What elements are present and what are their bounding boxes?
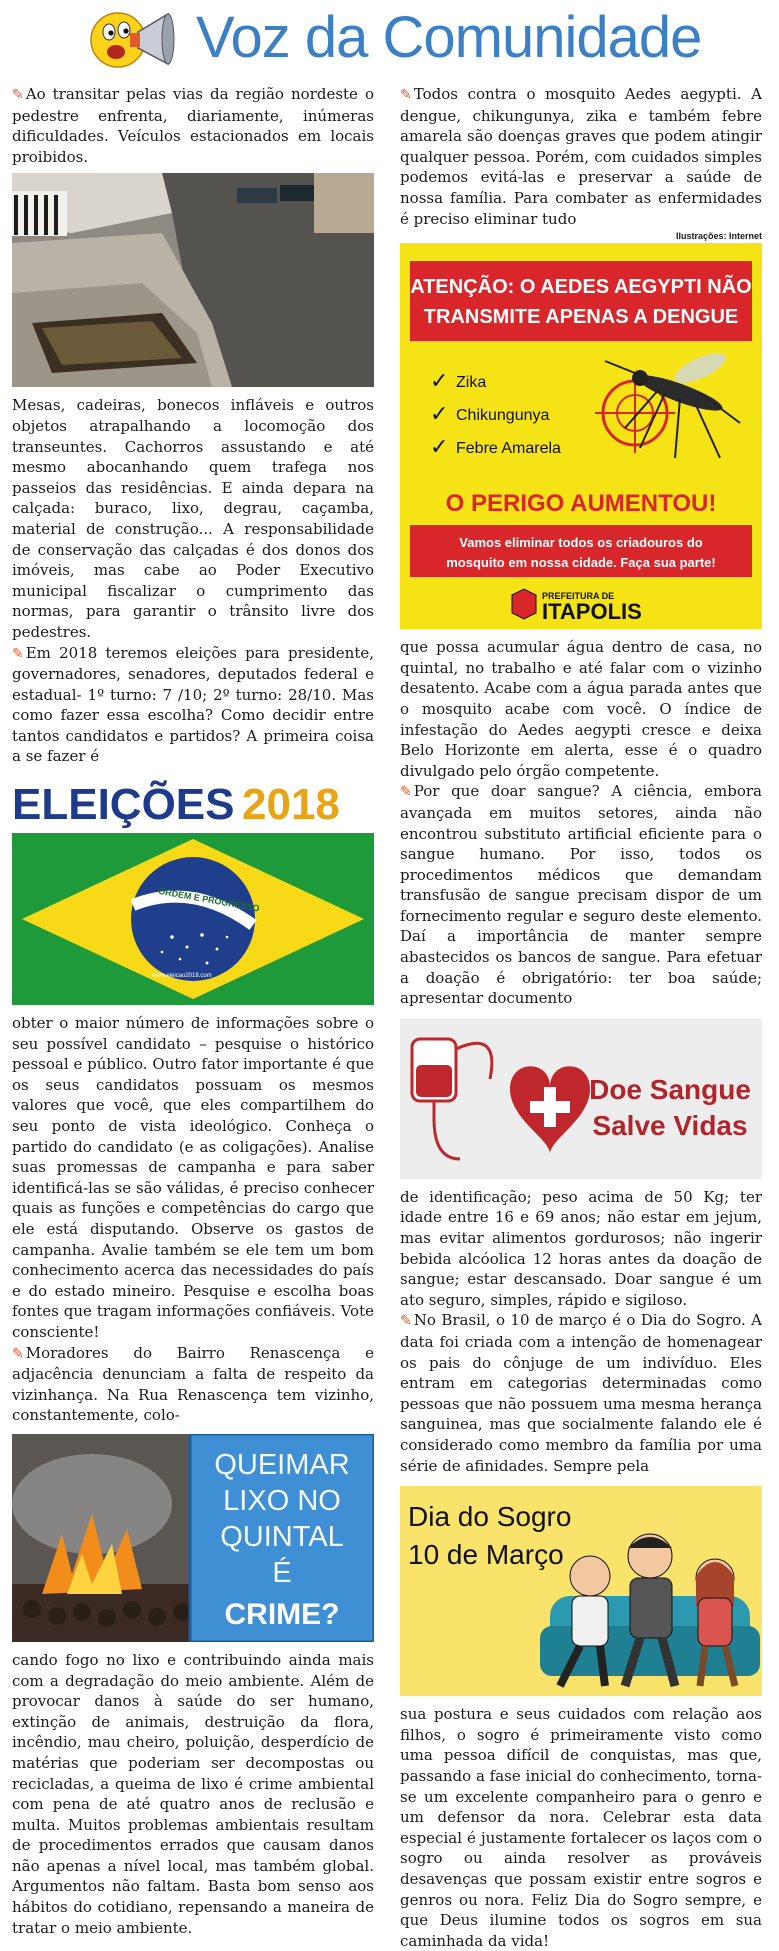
check-icon: ✓ xyxy=(430,368,449,394)
pen-icon: ✎ xyxy=(400,1313,412,1330)
article-sogro-body xyxy=(400,1704,762,1951)
aedes-call-line-2: mosquito em nossa cidade. Faça sua parte! xyxy=(446,555,716,571)
article-text: cando fogo no lixo e contribuindo ainda mais com a degradação do meio ambiente. Além de provocar danos à saúde do ser humano, extinção de animais, destruição da flora, incêndio, mau cheiro, poluição, desperdício de matérias que poderiam ser decompostas ou recicladas, a queima de lixo é crime ambiental com pena de até quatro anos de reclusão e multa. Muitos problemas ambientais resultam de procedimentos errados que causam danos não apenas a nível local, mas também global. Argumentos não faltam. Basta bom senso aos hábitos do cotidiano, repensando a maneira de tratar o meio ambiente. xyxy=(12,1650,374,1937)
check-icon: ✓ xyxy=(430,401,449,427)
pen-icon: ✎ xyxy=(12,645,24,662)
masthead-title: Voz da Comunidade xyxy=(196,5,702,70)
left-column xyxy=(12,84,374,1938)
blood-line-1: Doe Sangue xyxy=(589,1073,751,1105)
article-aedes-body xyxy=(400,637,762,781)
article-text: obter o maior número de informações sobre o seu possível candidato – pesquise o histórico pessoal e público. Outro fator importante é que os seus candidatos possuam os mesmos valores que você, que eles compartilhem do seu ponto de vista ideológico. Conheça o partido do candidato (e as coligações). Analise suas promessas de campanha e para saber identificá-las se são válidas, é preciso conhecer quais as funções e competências do cargo que ele está disputando. Observe os gastos de campanha. Avalie também se ele tem um bom conhecimento acerca das necessidades do país e do estado mineiro. Pesquise e escolha boas fontes que tragam informações confiáveis. Vote consciente! xyxy=(12,1014,374,1341)
article-text: Moradores do Bairro Renascença e adjacência denunciam a falta de respeito da vizinhança. Na Rua Renascença tem vizinho, constantemente, colo- xyxy=(12,1343,374,1425)
aedes-banner-line-2: TRANSMITE APENAS A DENGUE xyxy=(423,306,739,329)
burning-line-4: É xyxy=(272,1556,292,1589)
aedes-item-1: Zika xyxy=(456,374,487,392)
elections-year: 2018 xyxy=(242,780,340,830)
article-text: No Brasil, o 10 de março é o Dia do Sogro. A data foi criada com a intenção de homenagear os pais do cônjuge de um indivíduo. Eles entram em categorias determinadas como pessoas que não possuem uma mesma herança sanguinea, mas que socialmente falando ele é considerado como membro da família por uma série de afinidades. Sempre pela xyxy=(400,1311,762,1475)
article-burning-body xyxy=(12,1650,374,1938)
burning-line-1: QUEIMAR xyxy=(214,1448,350,1481)
aedes-banner-line-1: ATENÇÃO: O AEDES AEGYPTI NÃO xyxy=(410,276,752,299)
article-blood-body xyxy=(400,1187,762,1311)
elections-2018-banner xyxy=(12,777,374,1005)
article-text: Em 2018 teremos eleições para presidente, governadores, senadores, deputados federal e estadual- 1º turno: 7 /10; 2º turno: 28/10. Mas como fazer essa escolha? Como decidir entre tantos candidatos e partidos? A primeira coisa a se fazer é xyxy=(12,643,374,766)
article-text: Todos contra o mosquito Aedes aegypti. A dengue, chikungunya, zika e também febre amarela são doenças graves que podem atingir qualquer pessoa. Porém, com cuidados simples podemos evitá-las e preservar a saúde de nossa família. Para combater as enfermidades é preciso eliminar tudo xyxy=(400,85,762,228)
burning-line-3: QUINTAL xyxy=(220,1520,344,1553)
article-text: Mesas, cadeiras, bonecos infláveis e outros objetos atrapalhando a locomoção dos transeuntes. Cachorros assustando e até mesmo abocanhando quem trafega nos passeios das residências. E ainda depara na calçada: buraco, lixo, degrau, caçamba, material de construção... A responsabilidade de conservação das calçadas é dos donos dos imóveis, mas cabe ao Poder Executivo municipal fiscalizar o cumprimento das normas, para garantir o trânsito livre dos pedestres. xyxy=(12,396,374,641)
aedes-warning-poster xyxy=(400,243,762,629)
burning-line-2: LIXO NO xyxy=(223,1484,341,1517)
city-name: ITAPOLIS xyxy=(542,599,642,625)
article-blood-intro xyxy=(400,781,762,1009)
burning-line-5: CRIME? xyxy=(224,1597,340,1631)
aedes-item-2: Chikungunya xyxy=(456,407,550,425)
article-text: de identificação; peso acima de 50 Kg; ter idade entre 16 e 69 anos; não estar em jejum, mas evitar alimentos gordurosos; não ingerir bebida alcóolica 12 horas antes da doação de sangue; estar descansado. Doar sangue é um ato seguro, simples, rápido e sigiloso. xyxy=(400,1187,762,1309)
sogro-line-2: 10 de Março xyxy=(408,1539,564,1571)
elections-title: ELEIÇÕES xyxy=(12,780,235,830)
trash-burning-image xyxy=(12,1434,374,1642)
pen-icon: ✎ xyxy=(12,1345,24,1362)
masthead xyxy=(0,0,779,78)
megaphone-mascot-icon xyxy=(84,2,184,74)
right-column xyxy=(400,84,762,1951)
article-text: Ao transitar pelas vias da região nordeste o pedestre enfrenta, diariamente, inúmeras dificuldades. Veículos estacionados em locais proibidos. xyxy=(12,85,374,166)
aedes-danger-text: O PERIGO AUMENTOU! xyxy=(445,490,717,518)
article-text: Por que doar sangue? A ciência, embora avançada em muitos setores, ainda não encontrou substituto artificial eficiente para o sangue humano. Por isso, todos os procedimentos médicos que demandam transfusão de sangue precisam dispor de um fornecimento regular e seguro deste elemento. Daí a importância de manter sempre abastecidos os bancos de sangue. Para efetuar a doação é obrigatório: ter boa saúde; apresentar documento xyxy=(400,782,762,1008)
article-elections-intro xyxy=(12,643,374,768)
article-elections-body xyxy=(12,1013,374,1343)
article-burning-intro xyxy=(12,1343,374,1426)
article-sidewalk-intro xyxy=(12,84,374,167)
check-icon: ✓ xyxy=(430,434,449,460)
article-sogro-intro xyxy=(400,1310,762,1476)
article-sidewalk-body xyxy=(12,395,374,642)
aedes-item-3: Febre Amarela xyxy=(456,440,561,458)
broken-sidewalk-photo xyxy=(12,173,374,387)
blood-line-2: Salve Vidas xyxy=(592,1109,748,1141)
pen-icon: ✎ xyxy=(12,87,24,103)
article-text: sua postura e seus cuidados com relação aos filhos, o sogro é primeiramente visto como uma pessoa difícil de conquistas, mas que, passando a fase inicial do conhecimento, torna-se um excelente companheiro para o genro e um defensor da nora. Celebrar esta data especial é justamente fortalecer os laços com o sogro ou ainda resolver as prováveis desavenças que possam existir entre sogros e genros ou nora. Feliz Dia do Sogro sempre, e que Deus ilumine todos os sogros em sua caminhada da vida! xyxy=(400,1705,762,1950)
flag-site: www.eleicao2018.com xyxy=(152,973,212,980)
flag-motto: ORDEM E PROGRESSO xyxy=(157,885,261,914)
aedes-call-line-1: Vamos eliminar todos os criadouros do xyxy=(459,535,703,551)
sogro-line-1: Dia do Sogro xyxy=(408,1501,572,1533)
dia-do-sogro-image xyxy=(400,1486,762,1696)
article-aedes-intro xyxy=(400,84,762,229)
pen-icon: ✎ xyxy=(400,87,412,103)
pen-icon: ✎ xyxy=(400,784,412,801)
article-text: que possa acumular água dentro de casa, no quintal, no trabalho e até falar com o vizinho desatento. Acabe com a água parada antes que o mosquito acabe com você. O índice de infestação do Aedes aegypti cresce e deixa Belo Horizonte em alerta, esse é o quadro divulgado pelo órgão competente. xyxy=(400,638,762,780)
city-prefix: PREFEITURA DE xyxy=(542,591,615,602)
blood-donation-image xyxy=(400,1019,762,1179)
illustration-credit: Ilustrações: Internet xyxy=(675,231,762,242)
